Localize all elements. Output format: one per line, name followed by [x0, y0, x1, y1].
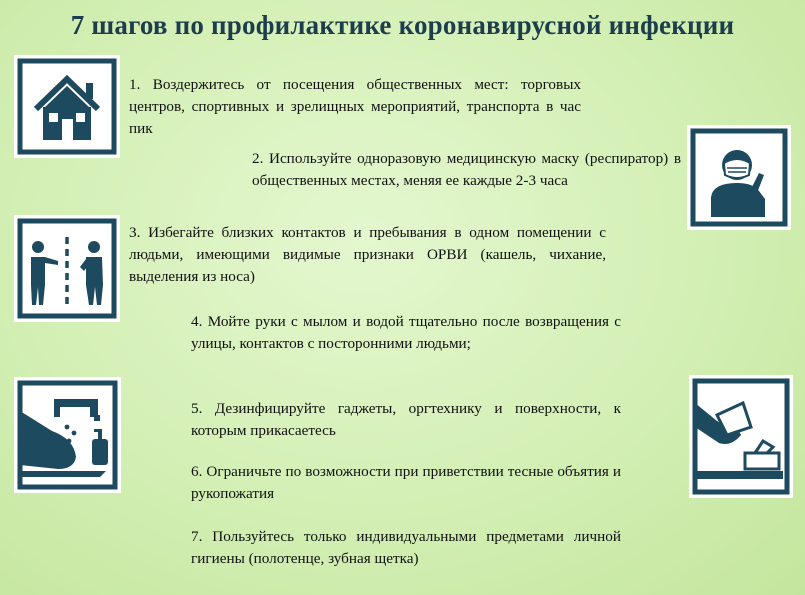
handwashing-icon — [14, 377, 121, 493]
page-title: 7 шагов по профилактике коронавирусной инфекции — [70, 10, 735, 40]
step-7: 7. Пользуйтесь только индивидуальными предметами личной гигиены (полотенце, зубная щетка) — [191, 528, 621, 567]
step-2: 2. Используйте одноразовую медицинскую маску (респиратор) в общественных местах, меняя ее каждые 2-3 часа — [252, 150, 681, 189]
step-3: 3. Избегайте близких контактов и пребывания в одном помещении с людьми, имеющими видимые признаки ОРВИ (кашель, чихание, выделения из носа) — [129, 224, 606, 285]
house-icon — [14, 55, 120, 158]
step-5: 5. Дезинфицируйте гаджеты, оргтехнику и поверхности, к которым прикасаетесь — [191, 400, 621, 439]
step-6: 6. Ограничьте по возможности при приветствии тесные объятия и рукопожатия — [191, 463, 621, 502]
step-4: 4. Мойте руки с мылом и водой тщательно после возвращения с улицы, контактов с посторонними людьми; — [191, 313, 621, 352]
social-distance-icon — [14, 215, 120, 322]
disinfect-surface-icon — [689, 375, 793, 498]
person-with-mask-icon — [687, 125, 791, 230]
step-1: 1. Воздержитесь от посещения общественных мест: торговых центров, спортивных и зрелищных мероприятий, транспорта в час пик — [129, 76, 581, 137]
